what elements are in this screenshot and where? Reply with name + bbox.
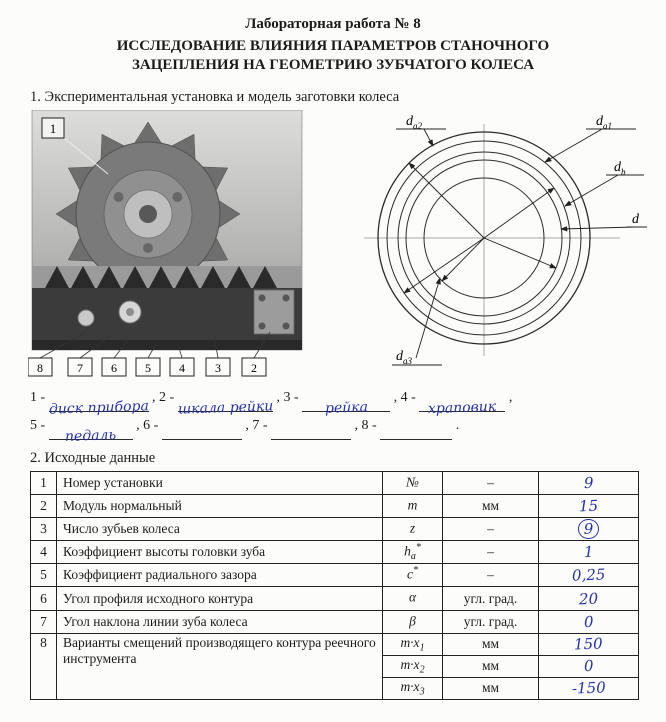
legend-sep-5: , <box>136 417 140 433</box>
row-description: Модуль нормальный <box>57 494 383 517</box>
legend-sep-1: , <box>152 389 156 405</box>
row-unit: – <box>443 471 539 494</box>
row-number: 3 <box>31 517 57 540</box>
figures-row <box>28 110 666 378</box>
row-symbol: $m\cdot x_1$ <box>383 633 443 655</box>
doc-subtitle-line1: ИССЛЕДОВАНИЕ ВЛИЯНИЯ ПАРАМЕТРОВ СТАНОЧНОГО <box>116 38 550 54</box>
row-symbol: z <box>383 517 443 540</box>
row-unit: мм <box>443 655 539 677</box>
row-number: 4 <box>31 541 57 564</box>
row-description: Число зубьев колеса <box>57 517 383 540</box>
table-row <box>31 610 639 633</box>
legend-value-3: рейка <box>324 398 368 417</box>
row-value[interactable]: 0 <box>539 610 639 633</box>
row-description: Коэффициент высоты головки зуба <box>57 541 383 564</box>
row-description: Коэффициент радиального зазора <box>57 564 383 587</box>
row-unit: угл. град. <box>443 587 539 610</box>
row-unit: мм <box>443 633 539 655</box>
section2-heading: 2. Исходные данные <box>30 449 156 466</box>
callout-label-2: 2 <box>251 360 257 375</box>
label-db: $d_b$ <box>614 159 626 177</box>
row-description: Номер установки <box>57 471 383 494</box>
row-value[interactable]: 9 <box>539 517 639 540</box>
row-unit: – <box>443 541 539 564</box>
legend-value-4: храповик <box>427 398 497 417</box>
row-unit: – <box>443 517 539 540</box>
row-description: Угол профиля исходного контура <box>57 587 383 610</box>
callout-label-5: 5 <box>145 360 151 375</box>
label-d: d <box>632 211 639 227</box>
row-value[interactable]: -150 <box>539 677 639 699</box>
table-row <box>31 494 639 517</box>
row-unit: мм <box>443 677 539 699</box>
table-row <box>31 517 639 540</box>
legend-sep-8: . <box>455 417 460 433</box>
row-value[interactable]: 0 <box>539 655 639 677</box>
callout-label-7: 7 <box>77 360 83 375</box>
legend-num-5: 5 - <box>30 417 46 433</box>
callout-label-4: 4 <box>179 360 185 375</box>
row-symbol: β <box>383 610 443 633</box>
initial-data-table <box>30 471 639 700</box>
row-unit: мм <box>443 494 539 517</box>
callout-label-8: 8 <box>37 360 43 375</box>
table-row <box>31 541 639 564</box>
legend-sep-6: , <box>245 417 249 433</box>
legend-blank-4[interactable] <box>419 394 505 417</box>
callout-boxes-bottom <box>28 358 266 376</box>
legend-value-2: шкала рейки <box>177 397 274 418</box>
legend-num-4: 4 - <box>400 389 416 405</box>
legend-num-7: 7 - <box>252 417 268 433</box>
row-symbol: α <box>383 587 443 610</box>
rack-mechanism-illustration <box>32 266 302 350</box>
legend-sep-3: , <box>393 389 398 405</box>
table-row <box>31 587 639 610</box>
figure-legend <box>30 384 636 445</box>
callout-label-6: 6 <box>111 360 117 375</box>
row-description: Варианты смещений производящего контура реечного инструмента <box>57 633 383 699</box>
row-symbol: $m\cdot x_3$ <box>383 677 443 699</box>
label-da3: $d_{a3}$ <box>396 348 412 366</box>
legend-blank-3[interactable] <box>302 394 390 417</box>
row-value[interactable]: 9 <box>539 471 639 494</box>
row-symbol: $h_a^*$ <box>383 541 443 564</box>
legend-blank-6[interactable] <box>162 422 242 440</box>
table-row <box>31 471 639 494</box>
row-number: 8 <box>31 633 57 699</box>
legend-blank-2[interactable] <box>177 394 274 418</box>
row-number: 6 <box>31 587 57 610</box>
callout-label-3: 3 <box>215 360 221 375</box>
doc-title: Лабораторная работа № 8 <box>245 16 421 32</box>
table-row <box>31 633 639 655</box>
row-unit: – <box>443 564 539 587</box>
legend-num-1: 1 - <box>30 389 46 405</box>
table-row <box>31 564 639 587</box>
legend-num-8: 8 - <box>361 417 377 433</box>
row-value[interactable]: 0,25 <box>539 564 639 587</box>
legend-value-1: диск прибора <box>48 397 149 418</box>
legend-sep-7: , <box>354 417 359 433</box>
wheel-diagram <box>334 110 650 378</box>
label-da1: $d_{a1}$ <box>596 113 612 131</box>
diameter-labels <box>396 114 640 366</box>
setup-photo <box>28 110 308 378</box>
row-value[interactable]: 15 <box>539 494 639 517</box>
legend-num-6: 6 - <box>143 417 159 433</box>
row-description: Угол наклона линии зуба колеса <box>57 610 383 633</box>
doc-subtitle-line2: ЗАЦЕПЛЕНИЯ НА ГЕОМЕТРИЮ ЗУБЧАТОГО КОЛЕСА <box>131 56 535 73</box>
label-da2: $d_{a2}$ <box>406 113 422 131</box>
section1-heading: 1. Экспериментальная установка и модель заготовки колеса <box>30 88 400 105</box>
row-number: 7 <box>31 610 57 633</box>
legend-sep-2: , <box>276 389 280 405</box>
legend-num-3: 3 - <box>283 389 299 405</box>
legend-value-5: педаль <box>64 426 117 445</box>
row-symbol: № <box>383 471 443 494</box>
legend-blank-7[interactable] <box>271 422 351 440</box>
row-symbol: c* <box>383 564 443 587</box>
row-symbol: m <box>383 494 443 517</box>
legend-blank-5[interactable] <box>49 422 133 445</box>
legend-line-1 <box>30 384 636 418</box>
row-value[interactable]: 20 <box>539 587 639 610</box>
legend-blank-1[interactable] <box>48 394 149 418</box>
legend-sep-4: , <box>508 389 513 405</box>
row-number: 5 <box>31 564 57 587</box>
row-number: 2 <box>31 494 57 517</box>
row-symbol: $m\cdot x_2$ <box>383 655 443 677</box>
callout-label-1: 1 <box>49 120 57 136</box>
row-unit: угл. град. <box>443 610 539 633</box>
legend-blank-8[interactable] <box>380 422 452 440</box>
title-block <box>0 0 666 75</box>
row-number: 1 <box>31 471 57 494</box>
row-value[interactable]: 150 <box>539 633 639 655</box>
radial-arrows <box>404 163 556 293</box>
row-value[interactable]: 1 <box>539 541 639 564</box>
legend-num-2: 2 - <box>159 389 175 405</box>
